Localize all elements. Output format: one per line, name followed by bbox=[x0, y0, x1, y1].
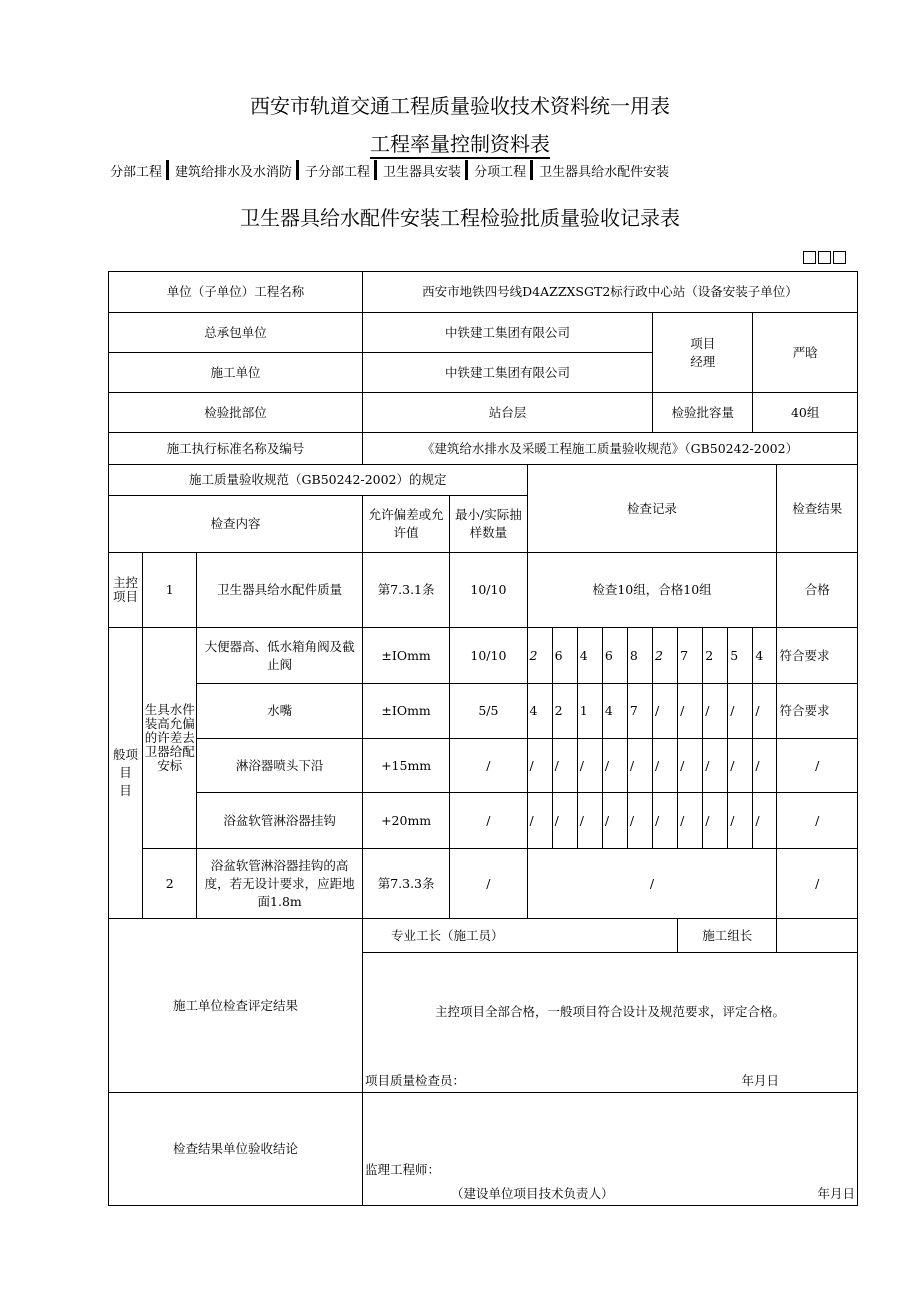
contractor-label: 总承包单位 bbox=[109, 313, 363, 353]
pm-label-line1: 项目 bbox=[690, 335, 716, 351]
main-control-category: 主控项目 bbox=[109, 553, 143, 628]
eval-conclusion: 主控项目全部合格，一般项目符合设计及规范要求，评定合格。 bbox=[434, 1004, 785, 1019]
measured-value: 4 bbox=[753, 628, 777, 684]
general-row-allow: ±IOmm bbox=[362, 684, 449, 739]
general-row-sample: 5/5 bbox=[450, 684, 527, 739]
general-item2-content: 浴盆软管淋浴器挂钩的高度，若无设计要求，应距地面1.8m bbox=[197, 849, 363, 919]
general-row-content: 大便器高、低水箱角阀及截止阀 bbox=[197, 628, 363, 684]
sub-header-label: 分部工程 bbox=[110, 165, 163, 180]
accept-date: 年月日 bbox=[817, 1186, 855, 1201]
measured-value: / bbox=[577, 739, 602, 793]
separator-bar bbox=[166, 160, 169, 180]
measured-value: 4 bbox=[577, 628, 602, 684]
checkbox-group bbox=[803, 249, 848, 268]
accept-note: （建设单位项目技术负责人） bbox=[450, 1186, 614, 1201]
standard-value: 《建筑给水排水及采暖工程施工质量验收规范》（GB50242-2002） bbox=[362, 433, 857, 465]
general-group-label: 生具水件装高允偏的许差去卫器给配安标 bbox=[143, 628, 197, 849]
general-item2-no: 2 bbox=[143, 849, 197, 919]
measured-value: / bbox=[728, 684, 753, 739]
measured-value: 7 bbox=[678, 628, 703, 684]
accept-footer bbox=[451, 1185, 855, 1203]
measured-value: / bbox=[678, 739, 703, 793]
location-label: 检验批部位 bbox=[109, 393, 363, 433]
capacity-label: 检验批容量 bbox=[653, 393, 753, 433]
location-value: 站台层 bbox=[362, 393, 652, 433]
measured-value: 4 bbox=[602, 684, 627, 739]
measured-value: / bbox=[703, 684, 728, 739]
general-row-sample: 10/10 bbox=[450, 628, 527, 684]
measured-value: / bbox=[703, 739, 728, 793]
sample-header: 最小/实际抽样数量 bbox=[450, 496, 527, 553]
measured-value: / bbox=[653, 793, 678, 849]
measured-value: / bbox=[678, 684, 703, 739]
measured-value: / bbox=[653, 739, 678, 793]
general-category bbox=[109, 628, 143, 919]
inspector-label: 项目质量检查员： bbox=[364, 1073, 465, 1088]
project-name-value: 西安市地铁四号线D4AZZXSGT2标行政中心站（设备安装子单位） bbox=[362, 272, 857, 313]
measured-value: / bbox=[552, 739, 577, 793]
measured-value: 8 bbox=[627, 628, 652, 684]
builder-value: 中铁建工集团有限公司 bbox=[362, 353, 652, 393]
project-manager-label bbox=[653, 313, 753, 393]
builder-label: 施工单位 bbox=[109, 353, 363, 393]
title-sub-text: 工程率量控制资料表 bbox=[370, 132, 550, 159]
measured-value: 2 bbox=[653, 628, 678, 684]
general-category-text: 般项目 bbox=[113, 747, 139, 780]
measured-value: / bbox=[552, 793, 577, 849]
main-item-record: 检查10组，合格10组 bbox=[527, 553, 777, 628]
general-item2-record: / bbox=[527, 849, 777, 919]
general-row-content: 浴盆软管淋浴器挂钩 bbox=[197, 793, 363, 849]
eval-content bbox=[362, 953, 857, 1093]
accept-label: 检查结果单位验收结论 bbox=[109, 1093, 363, 1206]
checkbox-square-icon bbox=[818, 251, 831, 264]
general-category-text: 目 bbox=[119, 783, 132, 798]
allow-header: 允许偏差或允许值 bbox=[362, 496, 449, 553]
measured-value: / bbox=[602, 739, 627, 793]
standard-label: 施工执行标准名称及编号 bbox=[109, 433, 363, 465]
general-row-allow: ±IOmm bbox=[362, 628, 449, 684]
measured-value: 4 bbox=[527, 684, 552, 739]
leader-value bbox=[777, 919, 858, 953]
capacity-value: 40组 bbox=[753, 393, 858, 433]
sub-header-value: 卫生器具给水配件安装 bbox=[539, 165, 670, 180]
measured-value: / bbox=[728, 793, 753, 849]
general-row-sample: / bbox=[450, 793, 527, 849]
sub-header-value: 建筑给排水及水消防 bbox=[175, 165, 293, 180]
separator-bar bbox=[374, 160, 377, 180]
main-item-content: 卫生器具给水配件质量 bbox=[197, 553, 363, 628]
measured-value: / bbox=[753, 739, 777, 793]
general-row-result: 符合要求 bbox=[777, 628, 858, 684]
measured-value: 2 bbox=[552, 684, 577, 739]
main-item-result: 合格 bbox=[777, 553, 858, 628]
measured-value: / bbox=[728, 739, 753, 793]
measured-value: 1 bbox=[577, 684, 602, 739]
measured-value: / bbox=[627, 739, 652, 793]
eval-label: 施工单位检查评定结果 bbox=[109, 919, 363, 1093]
inspection-table bbox=[108, 271, 858, 1206]
engineer-label: 监理工程师： bbox=[364, 1162, 440, 1177]
main-item-no: 1 bbox=[143, 553, 197, 628]
measured-value: / bbox=[678, 793, 703, 849]
eval-footer bbox=[365, 1072, 779, 1090]
measured-value: 6 bbox=[602, 628, 627, 684]
measured-value: / bbox=[653, 684, 678, 739]
general-row-result: / bbox=[777, 793, 858, 849]
sub-header-label: 子分部工程 bbox=[305, 165, 371, 180]
pm-label-line2: 经理 bbox=[690, 353, 716, 369]
measured-value: / bbox=[527, 739, 552, 793]
measured-value: / bbox=[627, 793, 652, 849]
general-item2-result: / bbox=[777, 849, 858, 919]
general-row-content: 淋浴器喷头下沿 bbox=[197, 739, 363, 793]
sub-header bbox=[110, 160, 810, 180]
measured-value: / bbox=[577, 793, 602, 849]
sub-header-value: 卫生器具安装 bbox=[383, 165, 462, 180]
measured-value: 2 bbox=[527, 628, 552, 684]
accept-content bbox=[362, 1093, 857, 1206]
measured-value: / bbox=[602, 793, 627, 849]
general-row-allow: +20mm bbox=[362, 793, 449, 849]
general-row-result: 符合要求 bbox=[777, 684, 858, 739]
general-item2-sample: / bbox=[450, 849, 527, 919]
main-item-sample: 10/10 bbox=[450, 553, 527, 628]
sub-header-label: 分项工程 bbox=[474, 165, 527, 180]
content-header: 检查内容 bbox=[109, 496, 363, 553]
spec-title: 施工质量验收规范（GB50242-2002）的规定 bbox=[109, 465, 528, 496]
project-manager-value: 严晗 bbox=[753, 313, 858, 393]
record-header: 检查记录 bbox=[527, 465, 777, 553]
measured-value: / bbox=[527, 793, 552, 849]
separator-bar bbox=[530, 160, 533, 180]
contractor-value: 中铁建工集团有限公司 bbox=[362, 313, 652, 353]
measured-value: / bbox=[703, 793, 728, 849]
project-name-label: 单位（子单位）工程名称 bbox=[109, 272, 363, 313]
measured-value: 6 bbox=[552, 628, 577, 684]
general-row-sample: / bbox=[450, 739, 527, 793]
checkbox-square-icon bbox=[833, 251, 846, 264]
general-row-result: / bbox=[777, 739, 858, 793]
separator-bar bbox=[465, 160, 468, 180]
result-header: 检查结果 bbox=[777, 465, 858, 553]
general-row-content: 水嘴 bbox=[197, 684, 363, 739]
general-row-allow: +15mm bbox=[362, 739, 449, 793]
checkbox-square-icon bbox=[803, 251, 816, 264]
title-sub bbox=[0, 128, 920, 157]
title-main: 西安市轨道交通工程质量验收技术资料统一用表 bbox=[250, 94, 670, 118]
foreman-label: 专业工长（施工员） bbox=[362, 919, 677, 953]
general-item2-allow: 第7.3.3条 bbox=[362, 849, 449, 919]
main-item-allow: 第7.3.1条 bbox=[362, 553, 449, 628]
eval-date: 年月日 bbox=[741, 1073, 779, 1088]
measured-value: / bbox=[753, 793, 777, 849]
measured-value: 2 bbox=[703, 628, 728, 684]
measured-value: 7 bbox=[627, 684, 652, 739]
form-title: 卫生器具给水配件安装工程检验批质量验收记录表 bbox=[240, 206, 680, 230]
separator-bar bbox=[296, 160, 299, 180]
measured-value: / bbox=[753, 684, 777, 739]
leader-label: 施工组长 bbox=[678, 919, 777, 953]
measured-value: 5 bbox=[728, 628, 753, 684]
